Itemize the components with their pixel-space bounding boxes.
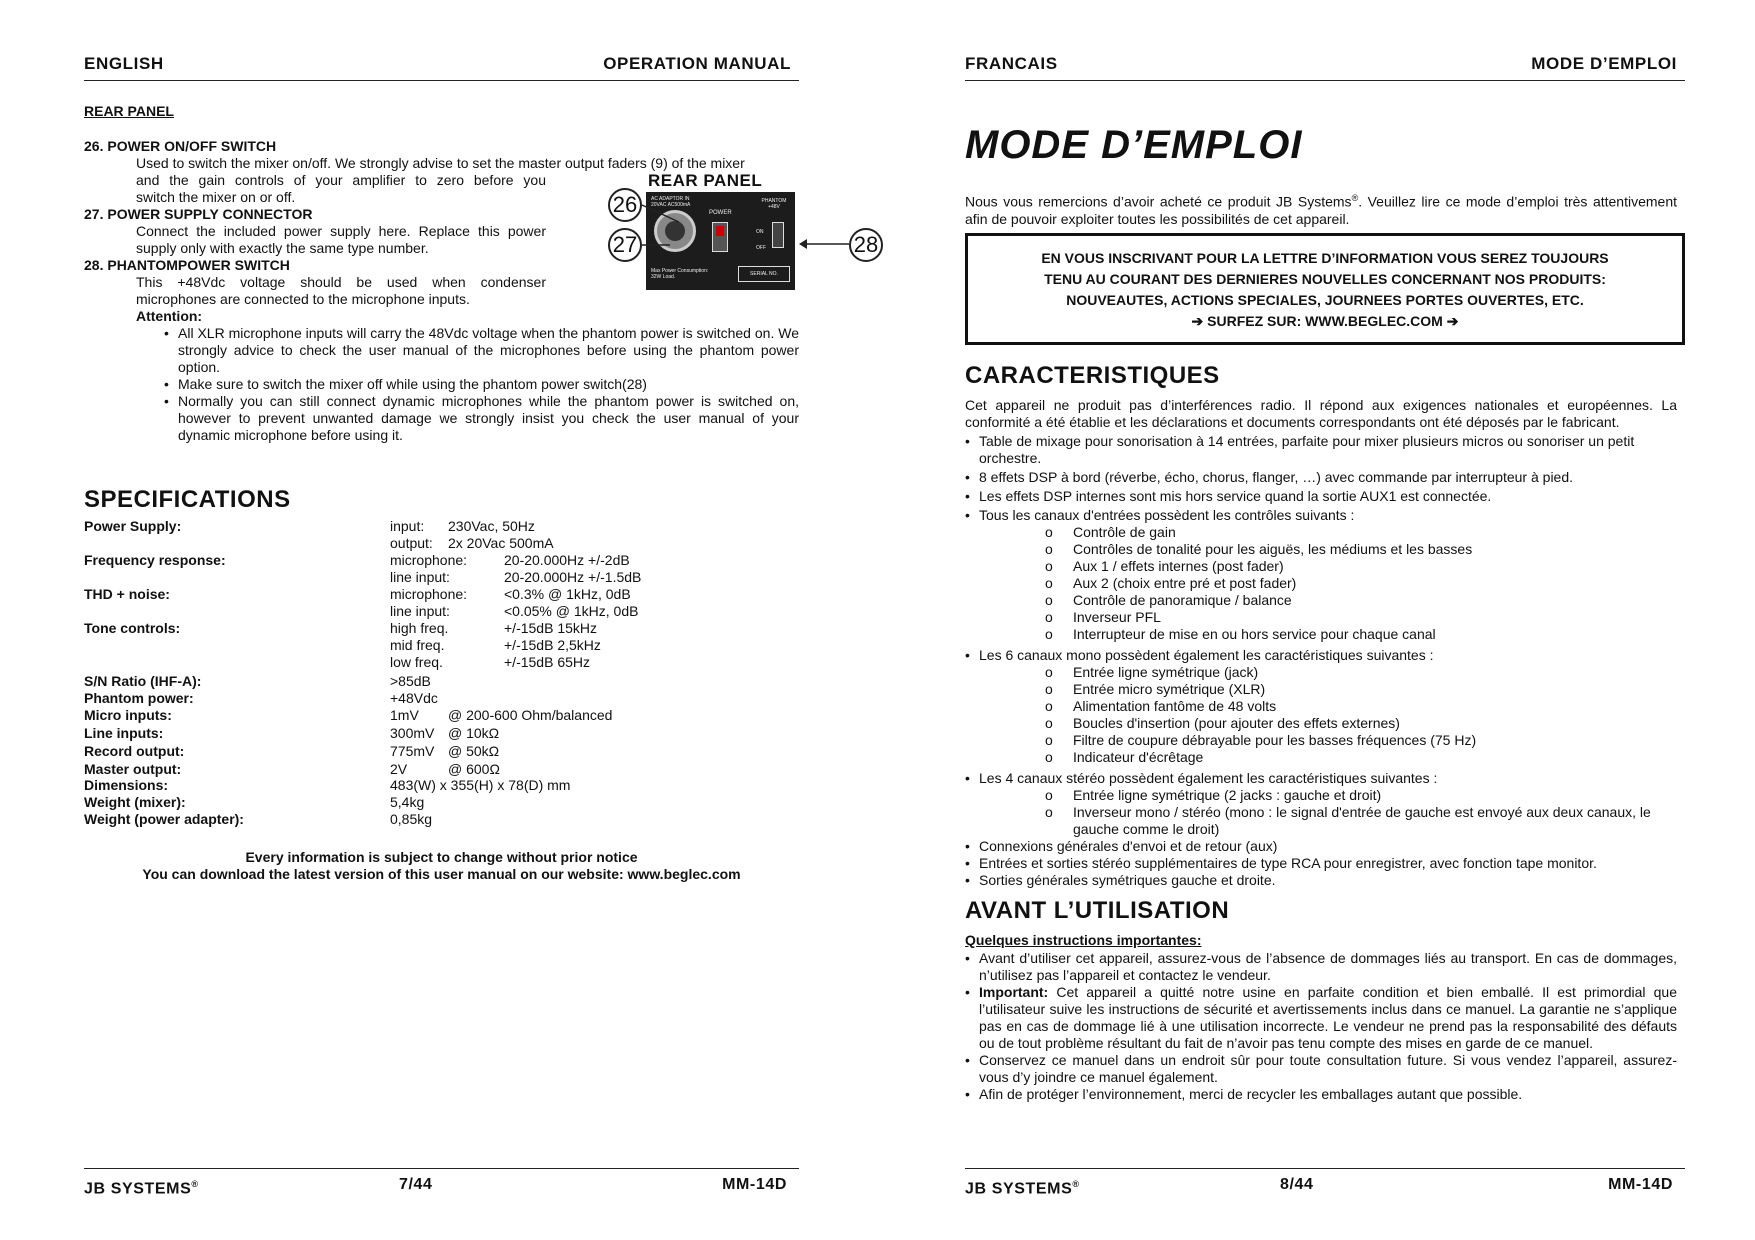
sub-item: o Entrée ligne symétrique (jack) xyxy=(965,664,1677,681)
spec-row: Master output: 2V @ 600Ω xyxy=(84,761,500,777)
item-26-line-1: Used to switch the mixer on/off. We strongly advise to set the master output faders (9) of the mixer xyxy=(136,155,745,171)
bullet-item: • Tous les canaux d'entrées possèdent les contrôles suivants : xyxy=(965,507,1677,524)
header-title: OPERATION MANUAL xyxy=(603,54,791,73)
sub-item: o Entrée micro symétrique (XLR) xyxy=(965,681,1677,698)
spec-row: Tone controls: high freq. +/-15dB 15kHz xyxy=(84,620,597,636)
section-title-rear-panel: REAR PANEL xyxy=(84,103,174,119)
header-language: ENGLISH xyxy=(84,54,164,73)
rear-panel-figure xyxy=(554,166,799,292)
consumption-label: Max Power Consumption: 32W Load. xyxy=(651,268,709,280)
spec-row: low freq. +/-15dB 65Hz xyxy=(390,654,590,670)
page-right xyxy=(965,0,1685,1240)
specs-title: SPECIFICATIONS xyxy=(84,486,291,513)
spec-row: THD + noise: microphone: <0.3% @ 1kHz, 0dB xyxy=(84,586,631,602)
footer-brand: JB SYSTEMS® xyxy=(965,1179,1080,1198)
callout-27: 27 xyxy=(608,228,642,262)
sub-item: o Inverseur mono / stéréo (mono : le signal d'entrée de gauche est envoyé aux deux canaux, le gauche comme le droit) xyxy=(965,804,1677,838)
bullet-item: • Sorties générales symétriques gauche et droite. xyxy=(965,872,1677,889)
page-header xyxy=(84,55,799,81)
item-28-line-1: This +48Vdc voltage should be used when condenser xyxy=(136,274,546,290)
sub-item: o Aux 1 / effets internes (post fader) xyxy=(965,558,1677,575)
spec-row: Weight (power adapter): 0,85kg xyxy=(84,811,433,827)
spec-row: Line inputs: 300mV @ 10kΩ xyxy=(84,725,500,741)
footer-brand: JB SYSTEMS® xyxy=(84,1179,199,1198)
spec-row: line input: <0.05% @ 1kHz, 0dB xyxy=(390,603,639,619)
item-26-title: 26. POWER ON/OFF SWITCH xyxy=(84,138,277,154)
avant-title: AVANT L’UTILISATION xyxy=(965,897,1230,924)
specs-table xyxy=(84,518,799,828)
spec-row: Power Supply: input: 230Vac, 50Hz xyxy=(84,518,535,534)
sub-item: o Aux 2 (choix entre pré et post fader) xyxy=(965,575,1677,592)
footer-model: MM-14D xyxy=(1608,1176,1673,1193)
footer-model: MM-14D xyxy=(722,1176,787,1193)
spec-row: Frequency response: microphone: 20-20.000Hz +/-2dB xyxy=(84,552,630,568)
serial-label: SERIAL NO. xyxy=(738,266,790,282)
page-header xyxy=(965,55,1685,81)
phantom-label: PHANTOM +48V xyxy=(761,198,787,210)
item-28-title: 28. PHANTOMPOWER SWITCH xyxy=(84,257,290,273)
bullet-item: • Entrées et sorties stéréo supplémentaires de type RCA pour enregistrer, avec fonction tape monitor. xyxy=(965,855,1677,872)
bullet-item: • Afin de protéger l’environnement, merci de recycler les emballages autant que possible. xyxy=(965,1086,1677,1103)
spec-row: Weight (mixer): 5,4kg xyxy=(84,794,425,810)
newsletter-line: TENU AU COURANT DES DERNIERES NOUVELLES CONCERNANT NOS PRODUITS: xyxy=(1044,271,1606,287)
spec-row: line input: 20-20.000Hz +/-1.5dB xyxy=(390,569,642,585)
page-title: MODE D’EMPLOI xyxy=(965,123,1303,167)
avant-subtitle: Quelques instructions importantes: xyxy=(965,932,1202,948)
sub-item: o Alimentation fantôme de 48 volts xyxy=(965,698,1677,715)
attention-label: Attention: xyxy=(136,308,203,324)
notice-line-2: You can download the latest version of this user manual on our website: www.beglec.com xyxy=(142,866,741,882)
page-left xyxy=(84,0,879,1240)
spec-row: Phantom power: +48Vdc xyxy=(84,690,438,706)
sub-item: o Contrôle de panoramique / balance xyxy=(965,592,1677,609)
bullet-item: • Make sure to switch the mixer off while using the phantom power switch(28) xyxy=(164,376,799,393)
page-footer xyxy=(84,1168,799,1196)
newsletter-line: EN VOUS INSCRIVANT POUR LA LETTRE D’INFORMATION VOUS SEREZ TOUJOURS xyxy=(1041,250,1609,266)
bullet-item: • All XLR microphone inputs will carry the 48Vdc voltage when the phantom power is switched on. We strongly advice to check the user manual of the microphones before using the phantom power option. xyxy=(164,325,799,376)
page-footer xyxy=(965,1168,1685,1196)
features-list xyxy=(965,433,1677,889)
callout-26: 26 xyxy=(608,188,642,222)
attention-bullets xyxy=(164,325,799,444)
bullet-item: • Les 6 canaux mono possèdent également les caractéristiques suivantes : xyxy=(965,647,1677,664)
sub-item: o Contrôle de gain xyxy=(965,524,1677,541)
item-26-line-3: switch the mixer on or off. xyxy=(136,189,296,205)
bullet-item: • Les 4 canaux stéréo possèdent également les caractéristiques suivantes : xyxy=(965,770,1677,787)
adaptor-label: AC ADAPTOR IN 20VAC AC500mA xyxy=(651,196,691,208)
callout-arrows xyxy=(554,166,799,292)
on-label: ON xyxy=(756,229,764,235)
avant-list xyxy=(965,950,1677,1103)
item-27-line-1: Connect the included power supply here. Replace this power xyxy=(136,223,546,239)
spec-row: Dimensions: 483(W) x 355(H) x 78(D) mm xyxy=(84,777,571,793)
sub-item: o Entrée ligne symétrique (2 jacks : gauche et droit) xyxy=(965,787,1677,804)
bullet-item: • Important: Cet appareil a quitté notre usine en parfaite condition et bien emballé. Il est primordial que l’utilisateur suive les instructions de sécurité et avertissements inclus dans ce manuel. La garantie ne s’applique pas en cas de dommage lié à une utilisation incorrecte. Le vendeur ne prend pas la responsabilité des défauts ou de tout problème résultant du fait de n’avoir pas tenu compte des mises en garde de ce manuel. xyxy=(965,984,1677,1052)
callout-28: 28 xyxy=(849,228,883,262)
header-title: MODE D’EMPLOI xyxy=(1531,54,1677,73)
footer-page-number: 8/44 xyxy=(1280,1176,1314,1193)
newsletter-line: NOUVEAUTES, ACTIONS SPECIALES, JOURNEES PORTES OUVERTES, ETC. xyxy=(1066,292,1584,308)
bullet-item: • Conservez ce manuel dans un endroit sûr pour toute consultation future. Si vous vendez l’appareil, assurez-vous d’y joindre ce manuel également. xyxy=(965,1052,1677,1086)
newsletter-link[interactable]: ➔ SURFEZ SUR: WWW.BEGLEC.COM ➔ xyxy=(1191,313,1459,329)
caracteristiques-title: CARACTERISTIQUES xyxy=(965,362,1220,389)
spec-row: Record output: 775mV @ 50kΩ xyxy=(84,743,500,759)
sub-item: o Filtre de coupure débrayable pour les basses fréquences (75 Hz) xyxy=(965,732,1677,749)
sub-item: o Contrôles de tonalité pour les aiguës, les médiums et les basses xyxy=(965,541,1677,558)
spec-row: Micro inputs: 1mV @ 200-600 Ohm/balanced xyxy=(84,707,613,723)
item-28-line-2: microphones are connected to the microphone inputs. xyxy=(136,291,470,307)
footer-page-number: 7/44 xyxy=(399,1176,433,1193)
bullet-item: • 8 effets DSP à bord (réverbe, écho, chorus, flanger, …) avec commande par interrupteur à pied. xyxy=(965,469,1677,486)
sub-item: o Indicateur d'écrêtage xyxy=(965,749,1677,766)
power-label: POWER xyxy=(709,210,732,216)
spec-row: mid freq. +/-15dB 2,5kHz xyxy=(390,637,601,653)
intro-paragraph: Nous vous remercions d’avoir acheté ce produit JB Systems®. Veuillez lire ce mode d’emploi très attentivement afin de pouvoir exploiter toutes les possibilités de cet appareil. xyxy=(965,193,1678,227)
sub-item: o Interrupteur de mise en ou hors service pour chaque canal xyxy=(965,626,1677,643)
bullet-item: • Connexions générales d'envoi et de retour (aux) xyxy=(965,838,1677,855)
spec-row: output: 2x 20Vac 500mA xyxy=(390,535,554,551)
sub-item: o Boucles d'insertion (pour ajouter des effets externes) xyxy=(965,715,1677,732)
sub-item: o Inverseur PFL xyxy=(965,609,1677,626)
bullet-item: • Table de mixage pour sonorisation à 14 entrées, parfaite pour mixer plusieurs micros ou sonoriser un petit orchestre. xyxy=(965,433,1677,467)
caracteristiques-intro: Cet appareil ne produit pas d’interférences radio. Il répond aux exigences nationales et européennes. La conformité a été établie et les déclarations et documents correspondants ont été déposés par le fabricant. xyxy=(965,397,1677,430)
item-27-line-2: supply only with exactly the same type number. xyxy=(136,240,429,256)
bullet-item: • Avant d’utiliser cet appareil, assurez-vous de l’absence de dommages liés au transport. En cas de dommages, n’utilisez pas l’appareil et contactez le vendeur. xyxy=(965,950,1677,984)
off-label: OFF xyxy=(756,245,766,251)
item-26-line-2: and the gain controls of your amplifier to zero before you xyxy=(136,172,546,188)
callout-28-arrow xyxy=(799,236,849,252)
header-language: FRANCAIS xyxy=(965,54,1058,73)
bullet-item: • Les effets DSP internes sont mis hors service quand la sortie AUX1 est connectée. xyxy=(965,488,1677,505)
item-27-title: 27. POWER SUPPLY CONNECTOR xyxy=(84,206,313,222)
spec-row: S/N Ratio (IHF-A): >85dB xyxy=(84,673,431,689)
figure-title: REAR PANEL xyxy=(648,171,763,190)
bullet-item: • Normally you can still connect dynamic microphones while the phantom power is switched on, however to prevent unwanted damage we strongly insist you check the user manual of your dynamic microphone before using it. xyxy=(164,393,799,444)
notice-line-1: Every information is subject to change without prior notice xyxy=(245,849,638,865)
newsletter-box xyxy=(965,233,1685,345)
